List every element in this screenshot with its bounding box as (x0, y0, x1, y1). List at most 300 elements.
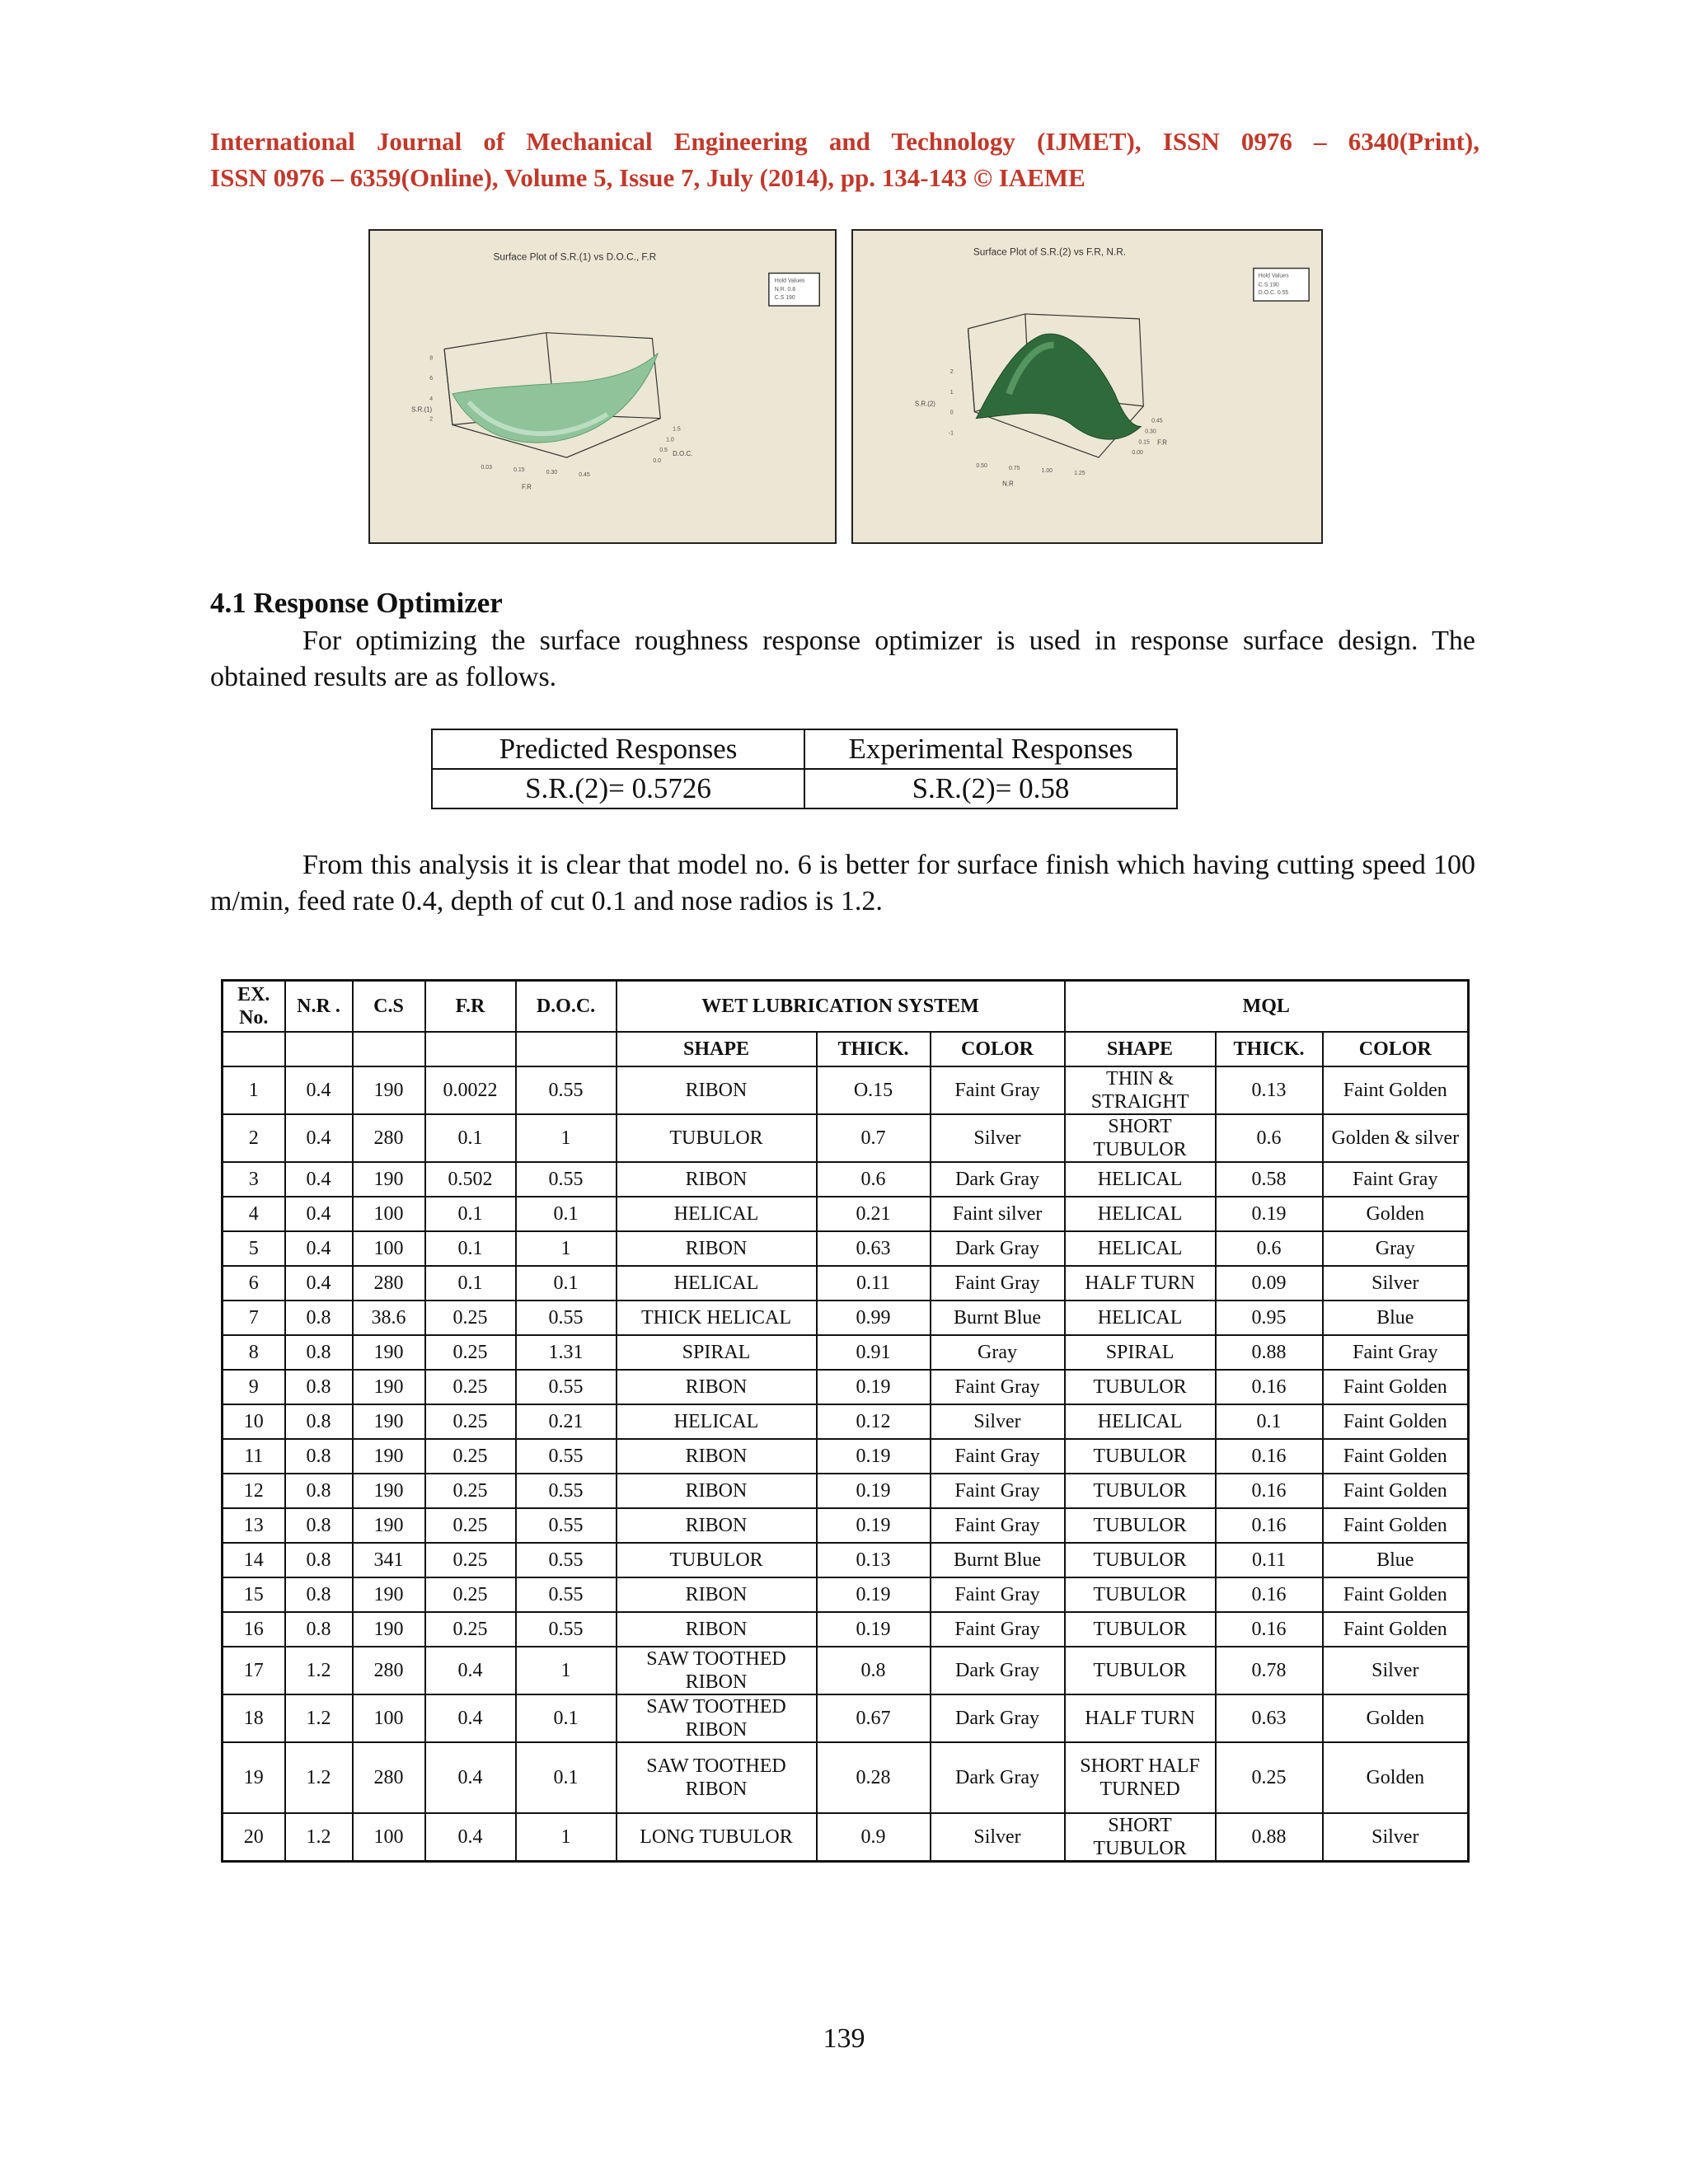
conclusion-text: From this analysis it is clear that model no. 6 is better for surface finish which having cutting speed 100 m/min, feed rate 0.4, depth of cut 0.1 and nose radios is 1.2. (210, 850, 1475, 916)
table-cell: 0.25 (425, 1612, 516, 1647)
table-cell: HELICAL (617, 1197, 817, 1231)
surface-plot-left-svg (370, 231, 835, 542)
table-cell: 0.88 (1216, 1335, 1323, 1370)
plot-title: Surface Plot of S.R.(1) vs D.O.C., F.R (493, 251, 657, 263)
table-cell: 19 (223, 1742, 285, 1813)
header-line-2: ISSN 0976 – 6359(Online), Volume 5, Issue 7, July (2014), pp. 134-143 © IAEME (210, 163, 1085, 192)
table-cell: 0.4 (285, 1114, 353, 1162)
table-cell: Faint Gray (931, 1612, 1065, 1647)
table-cell: HELICAL (617, 1404, 817, 1439)
table-body (223, 1066, 1469, 1862)
x-tick: 1.25 (1074, 470, 1085, 476)
table-cell: TUBULOR (1065, 1612, 1216, 1647)
table-row (223, 1694, 1469, 1742)
table-cell: 0.25 (425, 1543, 516, 1577)
table-cell: 0.11 (817, 1266, 931, 1301)
legend-title: Hold Values (774, 278, 805, 284)
z-tick: 6 (429, 376, 434, 382)
table-cell: 0.4 (425, 1813, 516, 1862)
table-row (223, 1114, 1469, 1162)
table-cell: 0.25 (425, 1474, 516, 1508)
table-cell: RIBON (617, 1474, 817, 1508)
table-cell: Faint Golden (1323, 1508, 1469, 1543)
table-cell: 0.4 (285, 1231, 353, 1266)
surface-shape (452, 353, 658, 443)
response-header-row (432, 729, 1177, 769)
table-cell: 4 (223, 1197, 285, 1231)
table-cell: RIBON (617, 1577, 817, 1612)
table-cell: 0.8 (285, 1301, 353, 1335)
surface-plot-right-svg (853, 231, 1321, 542)
table-cell: Golden (1323, 1742, 1469, 1813)
table-cell: Dark Gray (931, 1162, 1065, 1197)
table-cell: 20 (223, 1813, 285, 1862)
table-cell: 0.4 (285, 1266, 353, 1301)
table-cell: HELICAL (1065, 1231, 1216, 1266)
table-cell: 0.16 (1216, 1474, 1323, 1508)
table-cell: Faint Golden (1323, 1404, 1469, 1439)
table-cell: TUBULOR (1065, 1474, 1216, 1508)
table-cell: 190 (353, 1066, 425, 1114)
table-cell: TUBULOR (1065, 1577, 1216, 1612)
table-cell: 1.2 (285, 1647, 353, 1694)
table-cell: 0.8 (285, 1474, 353, 1508)
table-cell: 2 (223, 1114, 285, 1162)
table-cell: 8 (223, 1335, 285, 1370)
table-cell: 0.25 (425, 1335, 516, 1370)
table-row (223, 1266, 1469, 1301)
table-cell: 0.55 (516, 1543, 617, 1577)
table-cell: Golden & silver (1323, 1114, 1469, 1162)
table-cell: TUBULOR (1065, 1439, 1216, 1474)
table-cell: Gray (931, 1335, 1065, 1370)
y-tick: 0.0 (653, 458, 661, 465)
intro-text: For optimizing the surface roughness response optimizer is used in response surface design. The obtained results are as follows. (210, 626, 1475, 692)
table-cell: 0.16 (1216, 1577, 1323, 1612)
table-cell: 0.6 (1216, 1231, 1323, 1266)
table-cell: 0.19 (1216, 1197, 1323, 1231)
y-tick: 0.5 (659, 448, 668, 454)
table-cell: 280 (353, 1742, 425, 1813)
table-cell: 280 (353, 1114, 425, 1162)
table-row (223, 1197, 1469, 1231)
table-header-row-1 (223, 981, 1469, 1033)
table-cell: Dark Gray (931, 1742, 1065, 1813)
table-cell: Faint Golden (1323, 1370, 1469, 1404)
z-tick: 0 (950, 410, 954, 416)
table-cell: 0.95 (1216, 1301, 1323, 1335)
table-cell: 0.1 (516, 1694, 617, 1742)
table-cell: Faint Gray (1323, 1162, 1469, 1197)
table-cell: 0.9 (817, 1813, 931, 1862)
table-cell: 100 (353, 1231, 425, 1266)
table-cell: HELICAL (1065, 1301, 1216, 1335)
table-cell: 1.2 (285, 1742, 353, 1813)
z-tick: -1 (948, 430, 954, 437)
table-cell: HELICAL (1065, 1197, 1216, 1231)
table-cell: 0.16 (1216, 1508, 1323, 1543)
table-cell: 0.88 (1216, 1813, 1323, 1862)
table-cell: 0.4 (425, 1694, 516, 1742)
table-cell: 0.1 (516, 1742, 617, 1813)
table-cell: 0.99 (817, 1301, 931, 1335)
table-cell: 0.4 (285, 1197, 353, 1231)
table-cell: Faint Golden (1323, 1066, 1469, 1114)
table-cell: 0.67 (817, 1694, 931, 1742)
table-cell: THICK HELICAL (617, 1301, 817, 1335)
table-cell: 0.6 (1216, 1114, 1323, 1162)
journal-header (210, 124, 1479, 196)
table-cell: Burnt Blue (931, 1543, 1065, 1577)
table-cell: 0.4 (425, 1647, 516, 1694)
table-cell: 341 (353, 1543, 425, 1577)
table-cell: 0.13 (1216, 1066, 1323, 1114)
table-cell: 0.55 (516, 1066, 617, 1114)
table-cell: 0.25 (425, 1370, 516, 1404)
table-cell: RIBON (617, 1612, 817, 1647)
legend-line-2: D.O.C. 0.55 (1258, 290, 1289, 297)
table-cell: 5 (223, 1231, 285, 1266)
table-cell: 0.8 (285, 1543, 353, 1577)
table-row (223, 1474, 1469, 1508)
table-cell: HELICAL (617, 1266, 817, 1301)
predicted-value: S.R.(2)= 0.5726 (432, 769, 804, 808)
table-cell: SAW TOOTHED RIBON (617, 1694, 817, 1742)
legend-line-1: C.S 190 (1258, 282, 1279, 288)
table-cell: Dark Gray (931, 1694, 1065, 1742)
table-cell: 0.91 (817, 1335, 931, 1370)
table-cell: 0.8 (285, 1370, 353, 1404)
table-cell: Faint Gray (931, 1370, 1065, 1404)
table-cell: 100 (353, 1813, 425, 1862)
table-cell: 0.19 (817, 1474, 931, 1508)
table-cell: 0.13 (817, 1543, 931, 1577)
col-nr: N.R . (285, 981, 353, 1033)
table-cell: 0.1 (425, 1231, 516, 1266)
col-wet-thick: THICK. (817, 1032, 931, 1066)
table-cell: LONG TUBULOR (617, 1813, 817, 1862)
table-cell: 0.55 (516, 1439, 617, 1474)
table-cell: 0.19 (817, 1439, 931, 1474)
table-cell: 0.28 (817, 1742, 931, 1813)
table-cell: HALF TURN (1065, 1694, 1216, 1742)
table-row (223, 1335, 1469, 1370)
table-cell: 0.55 (516, 1301, 617, 1335)
table-cell: Silver (931, 1114, 1065, 1162)
table-cell: Blue (1323, 1301, 1469, 1335)
table-cell: 16 (223, 1612, 285, 1647)
table-cell: 0.19 (817, 1370, 931, 1404)
experimental-header: Experimental Responses (804, 729, 1177, 769)
table-cell: 1 (516, 1231, 617, 1266)
table-cell: Silver (931, 1404, 1065, 1439)
table-row (223, 1066, 1469, 1114)
table-cell: 1.2 (285, 1694, 353, 1742)
table-cell: RIBON (617, 1162, 817, 1197)
table-cell: 3 (223, 1162, 285, 1197)
table-cell: 12 (223, 1474, 285, 1508)
table-cell: RIBON (617, 1439, 817, 1474)
table-cell: Faint Gray (1323, 1335, 1469, 1370)
table-cell: 190 (353, 1612, 425, 1647)
table-cell: 0.1 (425, 1114, 516, 1162)
table-cell: 0.63 (817, 1231, 931, 1266)
col-group-wet: WET LUBRICATION SYSTEM (617, 981, 1065, 1033)
y-tick: 1.5 (673, 426, 681, 433)
table-cell: 1 (516, 1647, 617, 1694)
x-tick: 0.30 (546, 469, 558, 476)
table-row (223, 1508, 1469, 1543)
x-tick: 0.45 (579, 471, 590, 478)
table-cell: 0.16 (1216, 1439, 1323, 1474)
table-cell: 0.4 (425, 1742, 516, 1813)
y-tick: 0.45 (1151, 418, 1163, 424)
table-cell: 0.25 (425, 1508, 516, 1543)
z-tick: 4 (429, 396, 434, 402)
table-cell: 100 (353, 1694, 425, 1742)
table-cell: HELICAL (1065, 1162, 1216, 1197)
table-cell: 0.8 (817, 1647, 931, 1694)
table-cell: TUBULOR (1065, 1543, 1216, 1577)
table-cell: 190 (353, 1162, 425, 1197)
table-cell: Silver (1323, 1813, 1469, 1862)
table-cell: Burnt Blue (931, 1301, 1065, 1335)
table-cell: RIBON (617, 1066, 817, 1114)
table-cell: 0.0022 (425, 1066, 516, 1114)
table-row (223, 1742, 1469, 1813)
table-cell: SPIRAL (617, 1335, 817, 1370)
table-cell: 6 (223, 1266, 285, 1301)
table-cell: 0.502 (425, 1162, 516, 1197)
table-cell: 15 (223, 1577, 285, 1612)
table-cell: 0.16 (1216, 1612, 1323, 1647)
y-tick: 1.0 (666, 437, 674, 443)
z-tick: 2 (950, 369, 954, 376)
table-cell: 0.25 (425, 1439, 516, 1474)
table-cell: 190 (353, 1370, 425, 1404)
table-cell: 0.19 (817, 1508, 931, 1543)
table-cell: TUBULOR (1065, 1370, 1216, 1404)
table-cell: 0.1 (1216, 1404, 1323, 1439)
col-cs: C.S (353, 981, 425, 1033)
table-cell: 7 (223, 1301, 285, 1335)
col-mql-color: COLOR (1323, 1032, 1469, 1066)
table-cell: RIBON (617, 1508, 817, 1543)
table-cell: HELICAL (1065, 1404, 1216, 1439)
table-row (223, 1404, 1469, 1439)
col-doc: D.O.C. (516, 981, 617, 1033)
table-cell: 190 (353, 1404, 425, 1439)
table-cell: 190 (353, 1508, 425, 1543)
intro-paragraph (210, 623, 1475, 696)
surface-plot-right (851, 229, 1323, 544)
plot-title: Surface Plot of S.R.(2) vs F.R, N.R. (973, 246, 1127, 258)
table-cell: 0.63 (1216, 1694, 1323, 1742)
z-tick: 8 (429, 355, 434, 362)
table-cell: 0.55 (516, 1612, 617, 1647)
table-cell: HALF TURN (1065, 1266, 1216, 1301)
table-cell: O.15 (817, 1066, 931, 1114)
table-cell: 190 (353, 1439, 425, 1474)
experiment-table (221, 979, 1470, 1863)
table-cell: 0.4 (285, 1066, 353, 1114)
section-title: 4.1 Response Optimizer (210, 587, 503, 619)
table-cell: SAW TOOTHED RIBON (617, 1647, 817, 1694)
table-header-row-2 (223, 1032, 1469, 1066)
table-row (223, 1612, 1469, 1647)
table-cell: 0.55 (516, 1162, 617, 1197)
x-tick: 0.75 (1009, 465, 1020, 471)
table-cell: 0.09 (1216, 1266, 1323, 1301)
table-cell: SHORT TUBULOR (1065, 1813, 1216, 1862)
table-cell: 0.1 (516, 1266, 617, 1301)
surface-shape (976, 334, 1141, 439)
table-row (223, 1813, 1469, 1862)
table-cell: 0.19 (817, 1612, 931, 1647)
table-cell: 0.25 (1216, 1742, 1323, 1813)
x-tick: 1.00 (1041, 467, 1053, 474)
z-axis-label: S.R.(1) (411, 405, 433, 414)
table-cell: Faint Gray (931, 1474, 1065, 1508)
table-cell: Faint Golden (1323, 1439, 1469, 1474)
table-cell: 0.6 (817, 1162, 931, 1197)
legend-line-2: C.S 190 (774, 295, 795, 302)
table-cell: 0.7 (817, 1114, 931, 1162)
x-axis-label: F.R (522, 483, 532, 491)
z-tick: 2 (429, 416, 434, 423)
table-cell: 0.8 (285, 1612, 353, 1647)
table-cell: 0.1 (516, 1197, 617, 1231)
table-row (223, 1370, 1469, 1404)
table-cell: 18 (223, 1694, 285, 1742)
table-cell: Faint Gray (931, 1439, 1065, 1474)
table-cell: RIBON (617, 1231, 817, 1266)
table-cell: 0.8 (285, 1508, 353, 1543)
col-fr: F.R (425, 981, 516, 1033)
table-cell: 0.8 (285, 1404, 353, 1439)
table-row (223, 1543, 1469, 1577)
table-cell: Dark Gray (931, 1231, 1065, 1266)
col-wet-color: COLOR (931, 1032, 1065, 1066)
table-cell: 0.8 (285, 1335, 353, 1370)
table-cell: 10 (223, 1404, 285, 1439)
x-axis-label: N.R (1002, 480, 1014, 488)
table-cell: 0.8 (285, 1577, 353, 1612)
table-row (223, 1647, 1469, 1694)
table-cell: 0.55 (516, 1474, 617, 1508)
table-row (223, 1577, 1469, 1612)
response-value-row (432, 769, 1177, 808)
table-cell: Gray (1323, 1231, 1469, 1266)
table-cell: Dark Gray (931, 1647, 1065, 1694)
z-tick: 1 (950, 389, 954, 396)
y-tick: 0.15 (1138, 439, 1150, 446)
table-cell: Faint Gray (931, 1508, 1065, 1543)
table-cell: TUBULOR (617, 1543, 817, 1577)
table-cell: 9 (223, 1370, 285, 1404)
table-cell: Faint silver (931, 1197, 1065, 1231)
table-cell: SPIRAL (1065, 1335, 1216, 1370)
table-cell: Faint Gray (931, 1066, 1065, 1114)
table-cell: Faint Gray (931, 1577, 1065, 1612)
experimental-value: S.R.(2)= 0.58 (804, 769, 1177, 808)
table-cell: 190 (353, 1577, 425, 1612)
z-axis-label: S.R.(2) (914, 400, 935, 408)
y-axis-label: D.O.C. (673, 450, 693, 458)
table-cell: 100 (353, 1197, 425, 1231)
legend-title: Hold Values (1258, 273, 1289, 279)
table-cell: 0.1 (425, 1266, 516, 1301)
table-cell: 0.21 (516, 1404, 617, 1439)
table-cell: Blue (1323, 1543, 1469, 1577)
table-cell: Golden (1323, 1694, 1469, 1742)
table-cell: 1 (516, 1114, 617, 1162)
conclusion-paragraph (210, 847, 1475, 920)
col-ex-no: EX. No. (223, 981, 285, 1033)
col-wet-shape: SHAPE (617, 1032, 817, 1066)
table-cell: SHORT TUBULOR (1065, 1114, 1216, 1162)
table-cell: 0.55 (516, 1508, 617, 1543)
y-tick: 0.00 (1132, 450, 1143, 457)
table-row (223, 1301, 1469, 1335)
table-cell: Faint Golden (1323, 1474, 1469, 1508)
table-cell: 38.6 (353, 1301, 425, 1335)
table-cell: 0.58 (1216, 1162, 1323, 1197)
table-cell: 280 (353, 1647, 425, 1694)
table-cell: 17 (223, 1647, 285, 1694)
table-cell: 1.2 (285, 1813, 353, 1862)
table-cell: SHORT HALF TURNED (1065, 1742, 1216, 1813)
y-tick: 0.30 (1145, 429, 1156, 435)
table-cell: 1 (223, 1066, 285, 1114)
table-cell: 14 (223, 1543, 285, 1577)
table-cell: 280 (353, 1266, 425, 1301)
table-cell: 0.8 (285, 1439, 353, 1474)
table-cell: Silver (1323, 1647, 1469, 1694)
table-cell: THIN & STRAIGHT (1065, 1066, 1216, 1114)
table-cell: Silver (931, 1813, 1065, 1862)
table-row (223, 1231, 1469, 1266)
table-row (223, 1439, 1469, 1474)
table-cell: Golden (1323, 1197, 1469, 1231)
table-cell: 0.78 (1216, 1647, 1323, 1694)
table-cell: TUBULOR (1065, 1647, 1216, 1694)
page-number: 139 (823, 2023, 865, 2054)
table-cell: 0.21 (817, 1197, 931, 1231)
table-cell: 1 (516, 1813, 617, 1862)
table-cell: 0.55 (516, 1370, 617, 1404)
table-row (223, 1162, 1469, 1197)
table-cell: 0.25 (425, 1404, 516, 1439)
table-cell: 0.1 (425, 1197, 516, 1231)
col-mql-shape: SHAPE (1065, 1032, 1216, 1066)
x-tick: 0.50 (976, 462, 987, 469)
col-group-mql: MQL (1065, 981, 1469, 1033)
table-cell: 11 (223, 1439, 285, 1474)
table-cell: Silver (1323, 1266, 1469, 1301)
table-cell: 13 (223, 1508, 285, 1543)
table-cell: Faint Gray (931, 1266, 1065, 1301)
table-cell: 190 (353, 1474, 425, 1508)
table-cell: 0.12 (817, 1404, 931, 1439)
predicted-header: Predicted Responses (432, 729, 804, 769)
table-cell: 0.16 (1216, 1370, 1323, 1404)
table-cell: 0.25 (425, 1301, 516, 1335)
x-tick: 0.15 (513, 466, 525, 473)
table-cell: Faint Golden (1323, 1577, 1469, 1612)
table-cell: 0.4 (285, 1162, 353, 1197)
table-cell: TUBULOR (1065, 1508, 1216, 1543)
